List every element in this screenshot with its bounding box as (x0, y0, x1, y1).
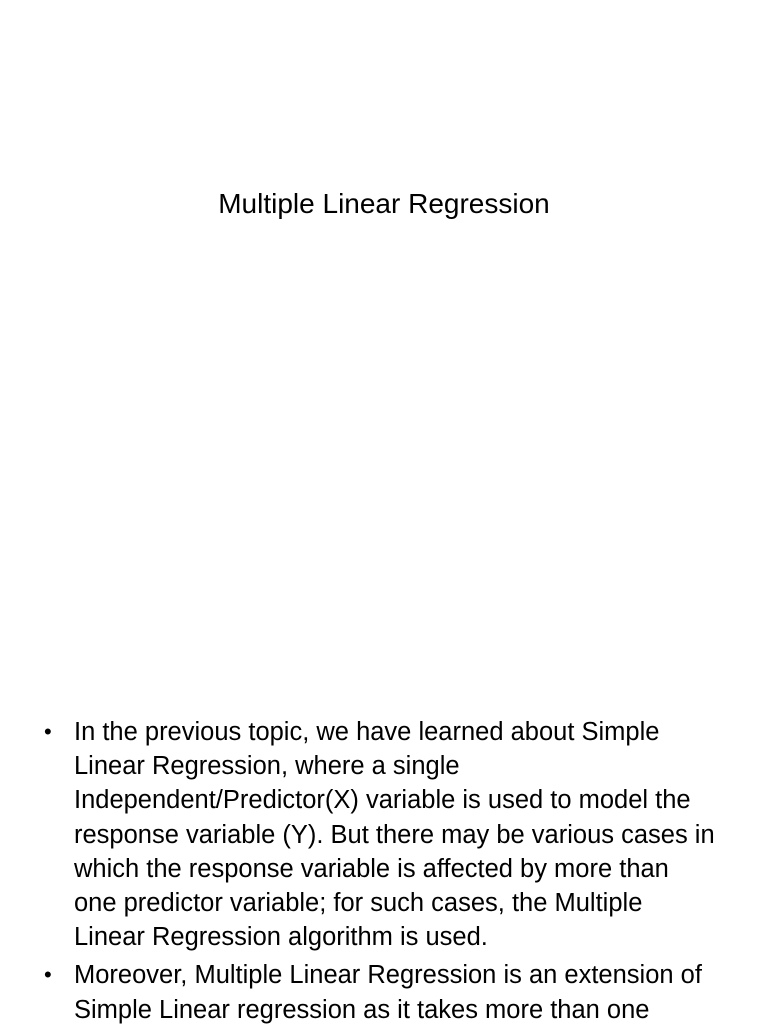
bullet-list (44, 715, 734, 1024)
bullet-line: which the response variable is affected by more than (74, 854, 669, 883)
slide-title: Multiple Linear Regression (218, 188, 550, 219)
bullet-line: In the previous topic, we have learned about Simple (74, 718, 660, 746)
bullet-line: Independent/Predictor(X) variable is used to model the (74, 786, 691, 815)
bullet-marker: • (44, 719, 52, 744)
bullet-line: one predictor variable; for such cases, the Multiple (74, 889, 643, 918)
bullet-item (44, 715, 734, 954)
bullet-item (44, 958, 734, 1024)
bullet-line: Linear Regression, where a single (74, 752, 460, 781)
bullet-line: Moreover, Multiple Linear Regression is an extension of (74, 961, 702, 990)
bullet-line: Linear Regression algorithm is used. (74, 923, 488, 952)
bullet-line: Simple Linear regression as it takes more than one (74, 995, 650, 1024)
bullet-marker: • (44, 962, 52, 988)
bullet-line: response variable (Y). But there may be various cases in (74, 820, 715, 849)
